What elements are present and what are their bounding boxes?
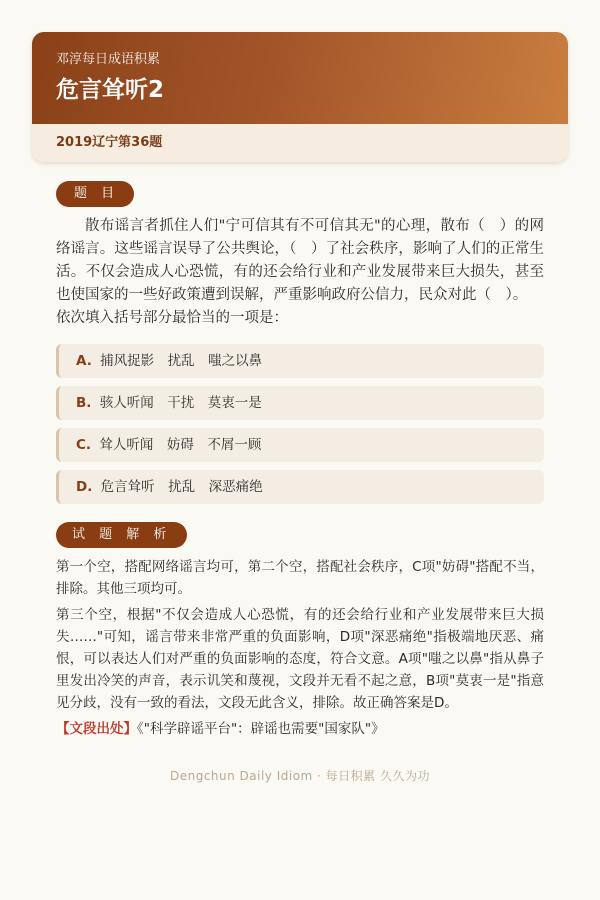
option-text: 骇人听闻 干扰 莫衷一是 [99,395,262,411]
app-name: 邓淳每日成语积累 [56,52,161,67]
option-a[interactable] [56,344,544,378]
question-section-label: 题 目 [56,181,134,207]
footer-tagline: Dengchun Daily Idiom · 每日积累 久久为功 [169,769,431,783]
header-card [32,32,568,162]
option-letter: B. [76,395,92,411]
origin-label: 【文段出处】 [56,721,137,737]
option-text: 危言耸听 扰乱 深恶痛绝 [100,479,263,495]
option-letter: D. [76,479,93,495]
analysis-section-label: 试 题 解 析 [56,522,187,548]
origin-title: 《"科学辟谣平台"：辟谣也需要"国家队"》 [137,721,385,737]
option-d[interactable] [56,470,544,504]
source-bar [32,124,568,162]
text-origin [56,718,544,740]
main-content [56,181,544,740]
source-label: 2019辽宁第36题 [56,135,163,150]
option-c[interactable] [56,428,544,462]
option-letter: C. [76,437,92,453]
header-banner [32,32,568,124]
idiom-title: 危言耸听2 [56,77,165,103]
analysis-paragraph-1: 第一个空，搭配网络谣言均可，第二个空，搭配社会秩序，C项"妨碍"搭配不当，排除。其他三项均可。 [56,559,544,597]
options-list [56,344,544,504]
question-instruction: 依次填入括号部分最恰当的一项是： [56,310,288,326]
option-text: 耸人听闻 妨碍 不屑一顾 [99,437,262,453]
option-text: 捕风捉影 扰乱 嗤之以鼻 [100,353,263,369]
analysis-paragraph-2: 第三个空，根据"不仅会造成人心恐慌，有的还会给行业和产业发展带来巨大损失……"可知，谣言带来非常严重的负面影响，D项"深恶痛绝"指极端地厌恶、痛恨，可以表达人们对严重的负面影响的态度，符合文意。A项"嗤之以鼻"指从鼻子里发出冷笑的声音，表示讥笑和蔑视，文段并无看不起之意，B项"莫衷一是"指意见分歧，没有一致的看法，文段无此含义，排除。故正确答案是D。 [56,607,544,711]
option-b[interactable] [56,386,544,420]
question-text: 散布谣言者抓住人们"宁可信其有不可信其无"的心理，散布（ ）的网络谣言。这些谣言误导了公共舆论，（ ）了社会秩序，影响了人们的正常生活。不仅会造成人心恐慌，有的还会给行业和产业发展带来巨大损失，甚至也使国家的一些好政策遭到误解，严重影响政府公信力，民众对此（ ）。 [56,218,544,303]
analysis-header [56,522,544,548]
option-letter: A. [76,353,92,369]
analysis-body [56,556,544,740]
